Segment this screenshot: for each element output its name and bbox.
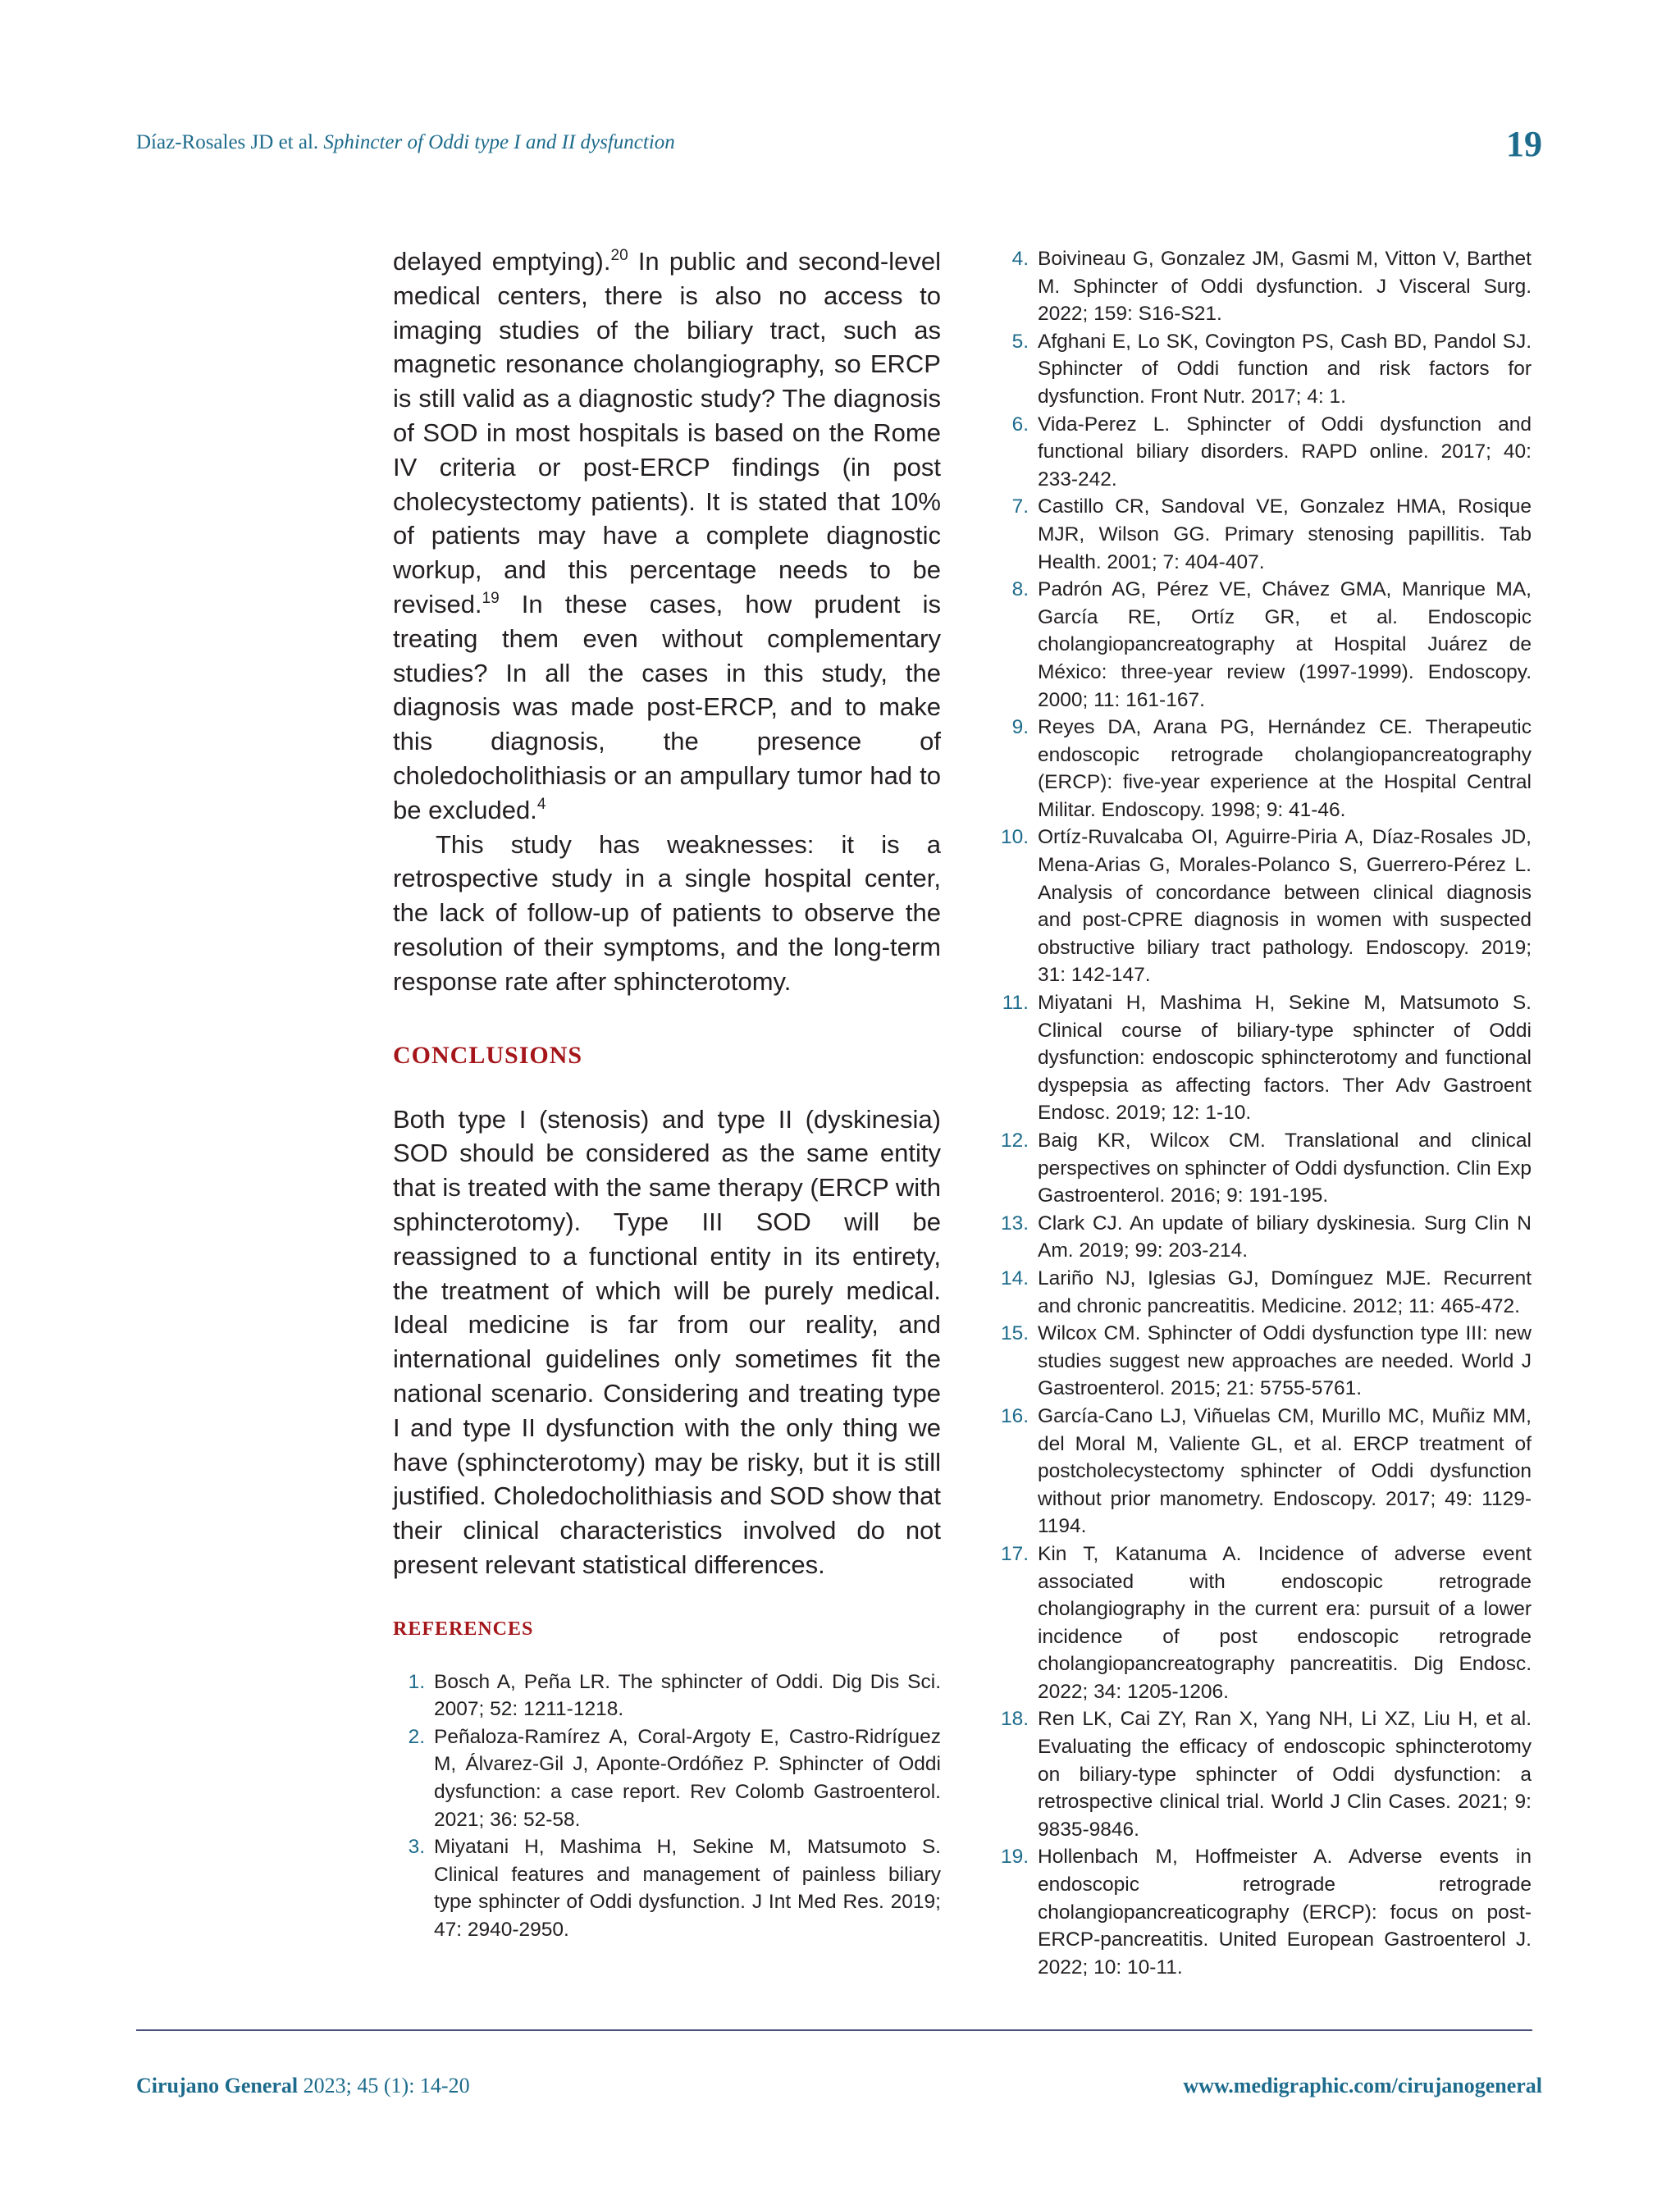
reference-item xyxy=(980,1127,1532,1210)
reference-text: Clark CJ. An update of biliary dyskinesia. Surg Clin N Am. 2019; 99: 203-214. xyxy=(1038,1212,1532,1262)
reference-number: 2. xyxy=(408,1725,425,1748)
reference-item xyxy=(980,245,1532,328)
reference-item xyxy=(393,1723,941,1833)
references-heading: REFERENCES xyxy=(393,1618,534,1640)
discussion-paragraph-2: This study has weaknesses: it is a retrospective study in a single hospital center, the lack of follow-up of patients to observe the resolution of their symptoms, and the long-term response rate after sphincterotomy. xyxy=(393,829,941,996)
reference-number: 7. xyxy=(1011,495,1029,518)
reference-number: 19. xyxy=(1000,1846,1029,1869)
reference-number: 13. xyxy=(1000,1212,1029,1235)
reference-item xyxy=(980,1540,1532,1706)
conclusions-text xyxy=(393,1102,941,1582)
reference-number: 12. xyxy=(1000,1130,1029,1152)
reference-text: Bosch A, Peña LR. The sphincter of Oddi. Dig Dis Sci. 2007; 52: 1211-1218. xyxy=(434,1670,941,1721)
left-column xyxy=(393,244,941,1944)
running-header-title: Sphincter of Oddi type I and II dysfunction xyxy=(323,131,675,153)
reference-item xyxy=(980,989,1532,1127)
reference-text: Peñaloza-Ramírez A, Coral-Argoty E, Castro-Ridríguez M, Álvarez-Gil J, Aponte-Ordóñez P. Sphincter of Oddi dysfunction: a case report. Rev Colomb Gastroenterol. 2021; 36: 52-58. xyxy=(434,1725,941,1831)
reference-text: Vida-Perez L. Sphincter of Oddi dysfunction and functional biliary disorders. RAPD online. 2017; 40: 233-242. xyxy=(1038,413,1532,491)
reference-item xyxy=(393,1833,941,1943)
reference-number: 16. xyxy=(1000,1404,1029,1427)
reference-text: Ortíz-Ruvalcaba OI, Aguirre-Piria A, Díaz-Rosales JD, Mena-Arias G, Morales-Polanco S, Guerrero-Pérez L. Analysis of concordance between clinical diagnosis and post-CPRE diagnosis in women with suspected obstructive biliary tract pathology. Endoscopy. 2019; 31: 142-147. xyxy=(1038,826,1532,987)
reference-number: 1. xyxy=(408,1670,425,1693)
reference-text: Wilcox CM. Sphincter of Oddi dysfunction type III: new studies suggest new approaches are needed. World J Gastroenterol. 2015; 21: 5755-5761. xyxy=(1038,1322,1532,1400)
reference-item xyxy=(980,1320,1532,1403)
footer-divider xyxy=(136,2029,1532,2031)
reference-item xyxy=(980,1403,1532,1540)
reference-text: Hollenbach M, Hoffmeister A. Adverse events in endoscopic retrograde retrograde cholangiopancreaticography (ERCP): focus on post-ERCP-pancreatitis. United European Gastroenterol J. 2022; 10: 10-11. xyxy=(1038,1846,1532,1979)
reference-text: García-Cano LJ, Viñuelas CM, Murillo MC, Muñiz MM, del Moral M, Valiente GL, et al. ERCP treatment of postcholecystectomy sphincter of Oddi dysfunction without prior manometry. Endoscopy. 2017; 49: 1129-1194. xyxy=(1038,1404,1532,1538)
page-number: 19 xyxy=(1506,124,1542,164)
reference-text: Padrón AG, Pérez VE, Chávez GMA, Manrique MA, García RE, Ortíz GR, et al. Endoscopic cholangiopancreatography at Hospital Juárez de México: three-year review (1997-1999). Endoscopy. 2000; 11: 161-167. xyxy=(1038,578,1532,711)
citation: 19 xyxy=(482,589,500,607)
reference-item xyxy=(980,328,1532,411)
running-header xyxy=(136,131,675,154)
reference-number: 8. xyxy=(1011,578,1029,601)
reference-item xyxy=(980,824,1532,989)
reference-number: 4. xyxy=(1011,248,1029,270)
running-header-authors: Díaz-Rosales JD et al. xyxy=(136,131,319,153)
reference-item xyxy=(980,1705,1532,1843)
reference-item xyxy=(980,493,1532,576)
reference-number: 9. xyxy=(1011,716,1029,739)
reference-text: Afghani E, Lo SK, Covington PS, Cash BD, Pandol SJ. Sphincter of Oddi function and risk factors for dysfunction. Front Nutr. 2017; 4: 1. xyxy=(1038,330,1532,408)
reference-item xyxy=(393,1668,941,1723)
reference-number: 6. xyxy=(1011,413,1029,436)
footer-journal-name: Cirujano General xyxy=(136,2074,299,2097)
reference-list-left xyxy=(393,1668,941,1944)
discussion-text xyxy=(393,244,941,999)
citation: 4 xyxy=(536,795,546,813)
reference-text: Miyatani H, Mashima H, Sekine M, Matsumoto S. Clinical course of biliary-type sphincter of Oddi dysfunction: endoscopic sphincterotomy and functional dyspepsia as affecting factors. Ther Adv Gastroent Endosc. 2019; 12: 1-10. xyxy=(1038,992,1532,1125)
reference-number: 14. xyxy=(1000,1267,1029,1289)
reference-item xyxy=(980,714,1532,824)
citation: 20 xyxy=(610,247,628,264)
reference-number: 5. xyxy=(1011,330,1029,353)
footer-url-link[interactable]: www.medigraphic.com/cirujanogeneral xyxy=(1183,2074,1542,2097)
reference-text: Lariño NJ, Iglesias GJ, Domínguez MJE. Recurrent and chronic pancreatitis. Medicine. 2012; 11: 465-472. xyxy=(1038,1267,1532,1317)
reference-number: 3. xyxy=(408,1836,425,1859)
reference-list-right xyxy=(980,245,1532,1981)
reference-number: 18. xyxy=(1000,1708,1029,1731)
reference-number: 17. xyxy=(1000,1542,1029,1565)
reference-number: 10. xyxy=(1000,826,1029,849)
discussion-paragraph-1: delayed emptying).$^{20}$ In public and second-level medical centers, there is also no access to imaging studies of the biliary tract, such as magnetic resonance cholangiography, so ERCP is still valid as a diagnostic study? The diagnosis of SOD in most hospitals is based on the Rome IV criteria or post-ERCP findings (in post cholecystectomy patients). It is stated that 10% of patients may have a complete diagnostic workup, and this percentage needs to be revised.$^{19}$ In these cases, how prudent is treating them even without complementary studies? In all the cases in this study, the diagnosis was made post-ERCP, and to make this diagnosis, the presence of choledocholithiasis or an ampullary tumor had to be excluded.$^4$ xyxy=(393,247,941,824)
reference-text: Boivineau G, Gonzalez JM, Gasmi M, Vitton V, Barthet M. Sphincter of Oddi dysfunction. J Visceral Surg. 2022; 159: S16-S21. xyxy=(1038,248,1532,326)
conclusions-heading: CONCLUSIONS xyxy=(393,1041,583,1069)
reference-item xyxy=(980,1843,1532,1981)
footer-journal-issue: 2023; 45 (1): 14-20 xyxy=(298,2074,470,2097)
reference-number: 15. xyxy=(1000,1322,1029,1345)
reference-text: Ren LK, Cai ZY, Ran X, Yang NH, Li XZ, Liu H, et al. Evaluating the efficacy of endoscopic sphincterotomy on biliary-type sphincter of Oddi dysfunction: a retrospective clinical trial. World J Clin Cases. 2021; 9: 9835-9846. xyxy=(1038,1708,1532,1841)
reference-text: Miyatani H, Mashima H, Sekine M, Matsumoto S. Clinical features and management of painless biliary type sphincter of Oddi dysfunction. J Int Med Res. 2019; 47: 2940-2950. xyxy=(434,1836,941,1942)
reference-number: 11. xyxy=(1002,992,1029,1015)
reference-text: Kin T, Katanuma A. Incidence of adverse event associated with endoscopic retrograde cholangiography in the current era: pursuit of a lower incidence of post endoscopic retrograde cholangiopancreatography pancreatitis. Dig Endosc. 2022; 34: 1205-1206. xyxy=(1038,1542,1532,1703)
reference-item xyxy=(980,1265,1532,1320)
reference-text: Baig KR, Wilcox CM. Translational and clinical perspectives on sphincter of Oddi dysfunction. Clin Exp Gastroenterol. 2016; 9: 191-195. xyxy=(1038,1130,1532,1207)
reference-item xyxy=(980,411,1532,494)
right-column xyxy=(980,245,1532,1981)
reference-text: Castillo CR, Sandoval VE, Gonzalez HMA, Rosique MJR, Wilson GG. Primary stenosing papillitis. Tab Health. 2001; 7: 404-407. xyxy=(1038,495,1532,573)
reference-item xyxy=(980,576,1532,714)
conclusions-paragraph: Both type I (stenosis) and type II (dyskinesia) SOD should be considered as the same entity that is treated with the same therapy (ERCP with sphincterotomy). Type III SOD will be reassigned to a functional entity in its entirety, the treatment of which will be purely medical. Ideal medicine is far from our reality, and international guidelines only sometimes fit the national scenario. Considering and treating type I and type II dysfunction with the only thing we have (sphincterotomy) may be risky, but it is still justified. Choledocholithiasis and SOD show that their clinical characteristics involved do not present relevant statistical differences. xyxy=(393,1104,941,1579)
footer-journal-citation xyxy=(136,2074,470,2098)
reference-item xyxy=(980,1210,1532,1265)
reference-text: Reyes DA, Arana PG, Hernández CE. Therapeutic endoscopic retrograde cholangiopancreatography (ERCP): five-year experience at the Hospital Central Militar. Endoscopy. 1998; 9: 41-46. xyxy=(1038,716,1532,821)
